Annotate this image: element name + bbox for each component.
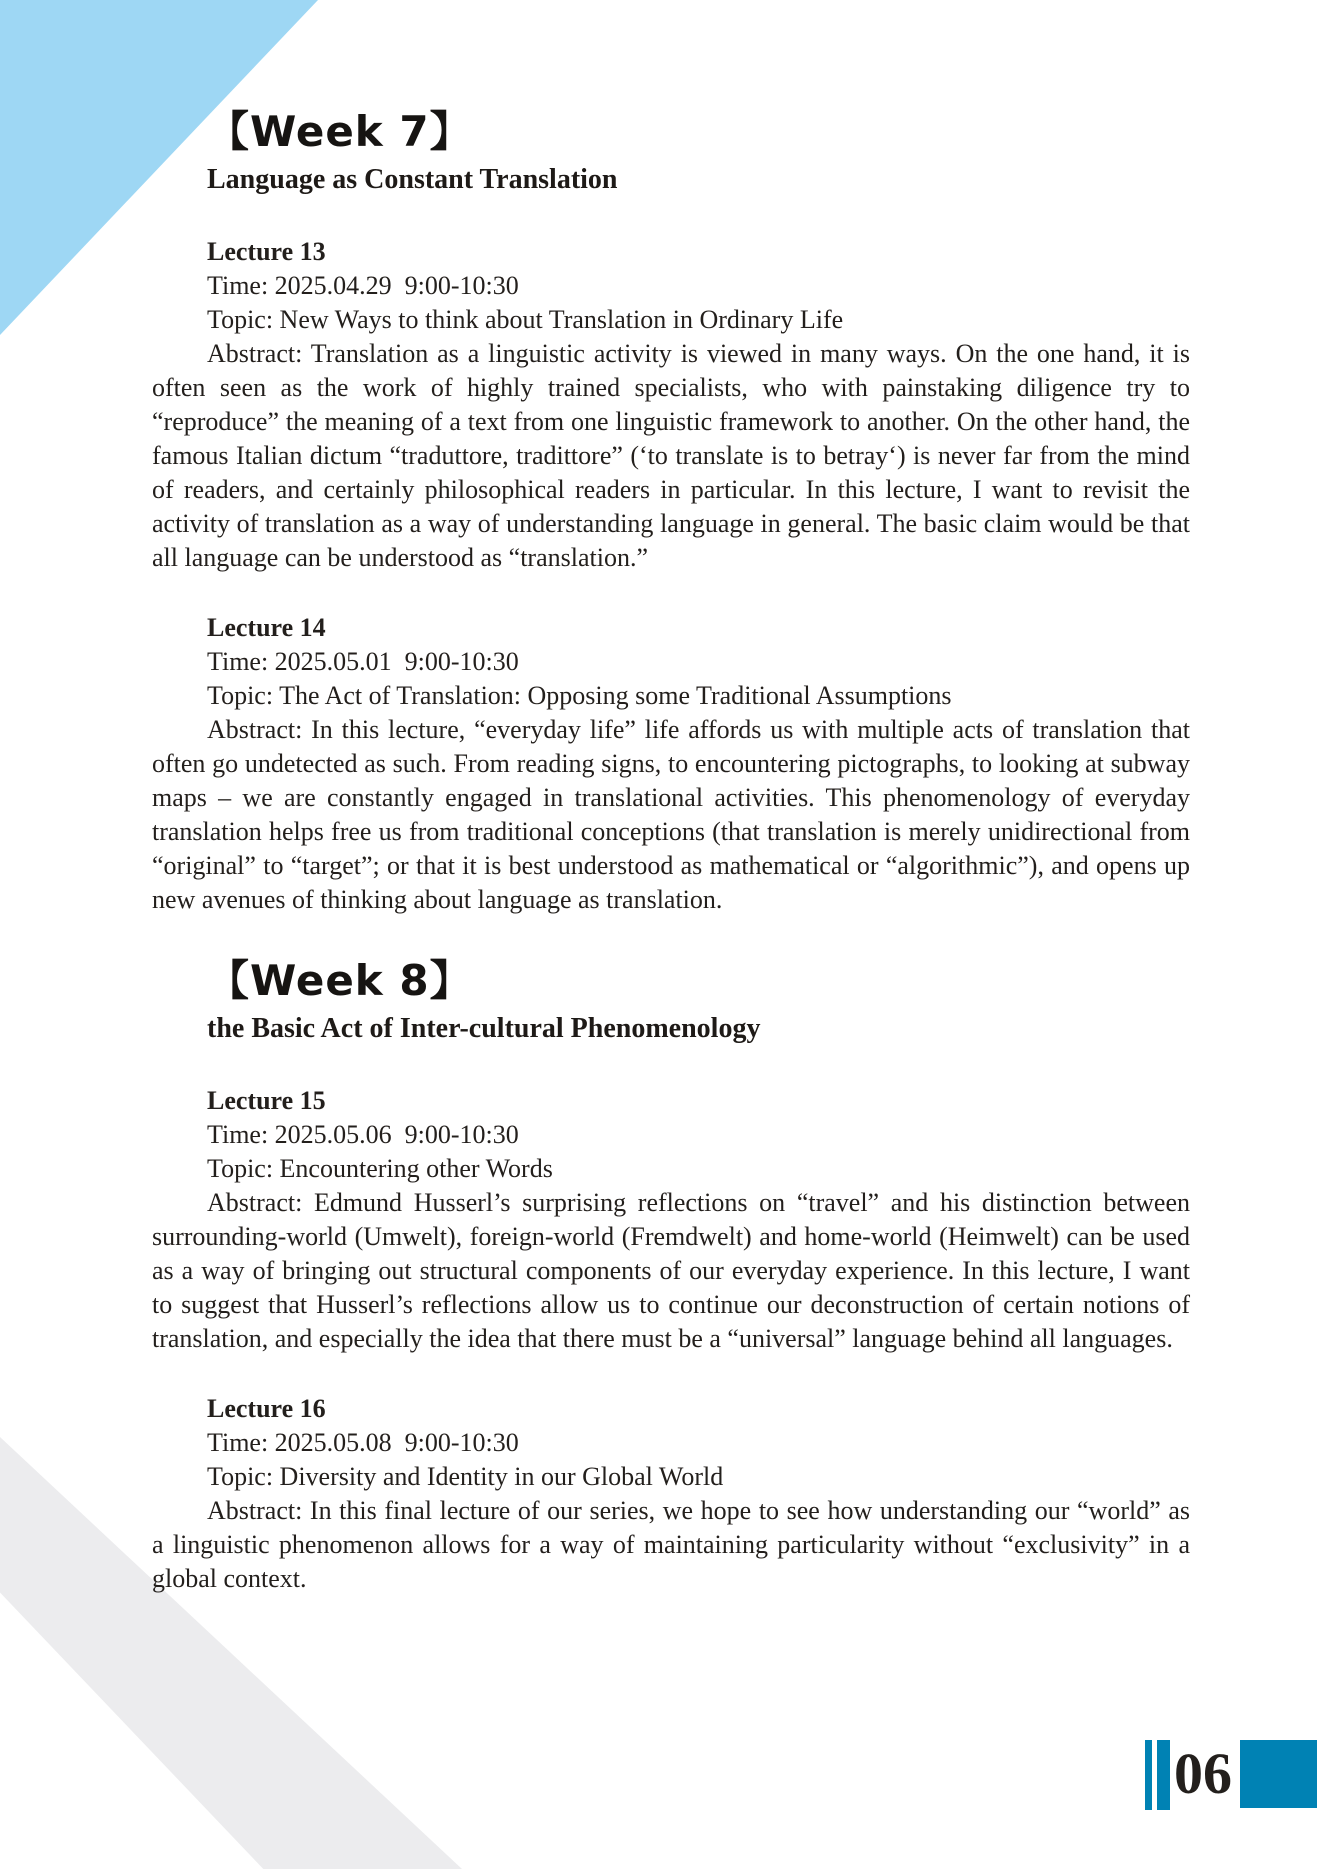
week-7-heading: 【Week 7】 [207,107,473,156]
lecture-14-block [152,611,1190,917]
week-7-section [152,108,1190,917]
lecture-16-title: Lecture 16 [207,1394,326,1423]
lecture-14-topic: Topic: The Act of Translation: Opposing some Traditional Assumptions [207,681,952,710]
lecture-15-time: Time: 2025.05.06 9:00-10:30 [207,1120,519,1149]
week-8-section [152,957,1190,1596]
page-number: 06 [1174,1741,1232,1806]
lecture-16-block [152,1392,1190,1596]
lecture-14-abstract: Abstract: In this lecture, “everyday life” life affords us with multiple acts of translation that often go undetected as such. From reading signs, to encountering pictographs, to looking at subway maps – we are constantly engaged in translational activities. This phenomenology of everyday translation helps free us from traditional conceptions (that translation is merely unidirectional from “original” to “target”; or that it is best understood as mathematical or “algorithmic”), and opens up new avenues of thinking about language as translation. [152,715,1190,914]
lecture-13-block [152,235,1190,575]
page-number-square-decoration [1240,1740,1317,1808]
lecture-16-abstract: Abstract: In this final lecture of our series, we hope to see how understanding our “world” as a linguistic phenomenon allows for a way of maintaining particularity without “exclusivity” in a global context. [152,1496,1190,1593]
week-8-subtitle: the Basic Act of Inter-cultural Phenomenology [207,1013,761,1044]
lecture-13-topic: Topic: New Ways to think about Translation in Ordinary Life [207,305,844,334]
lecture-13-abstract: Abstract: Translation as a linguistic activity is viewed in many ways. On the one hand, it is often seen as the work of highly trained specialists, who with painstaking diligence try to “reproduce” the meaning of a text from one linguistic framework to another. On the other hand, the famous Italian dictum “traduttore, tradittore” (‘to translate is to betray‘) is never far from the mind of readers, and certainly philosophical readers in particular. In this lecture, I want to revisit the activity of translation as a way of understanding language in general. The basic claim would be that all language can be understood as “translation.” [152,339,1190,572]
lecture-14-time: Time: 2025.05.01 9:00-10:30 [207,647,519,676]
page-number-bar-wide [1157,1740,1170,1810]
lecture-15-title: Lecture 15 [207,1086,326,1115]
week-7-subtitle: Language as Constant Translation [207,164,618,195]
page-content [152,108,1190,1596]
lecture-16-topic: Topic: Diversity and Identity in our Global World [207,1462,724,1491]
lecture-13-time: Time: 2025.04.29 9:00-10:30 [207,271,519,300]
lecture-13-title: Lecture 13 [207,237,326,266]
lecture-15-abstract: Abstract: Edmund Husserl’s surprising reflections on “travel” and his distinction between surrounding-world (Umwelt), foreign-world (Fremdwelt) and home-world (Heimwelt) can be used as a way of bringing out structural components of our everyday experience. In this lecture, I want to suggest that Husserl’s reflections allow us to continue our deconstruction of certain notions of translation, and especially the idea that there must be a “universal” language behind all languages. [152,1188,1190,1353]
lecture-16-time: Time: 2025.05.08 9:00-10:30 [207,1428,519,1457]
week-8-heading: 【Week 8】 [207,956,473,1005]
lecture-15-block [152,1084,1190,1356]
page-number-bar-thin [1145,1740,1152,1810]
lecture-15-topic: Topic: Encountering other Words [207,1154,553,1183]
lecture-14-title: Lecture 14 [207,613,326,642]
